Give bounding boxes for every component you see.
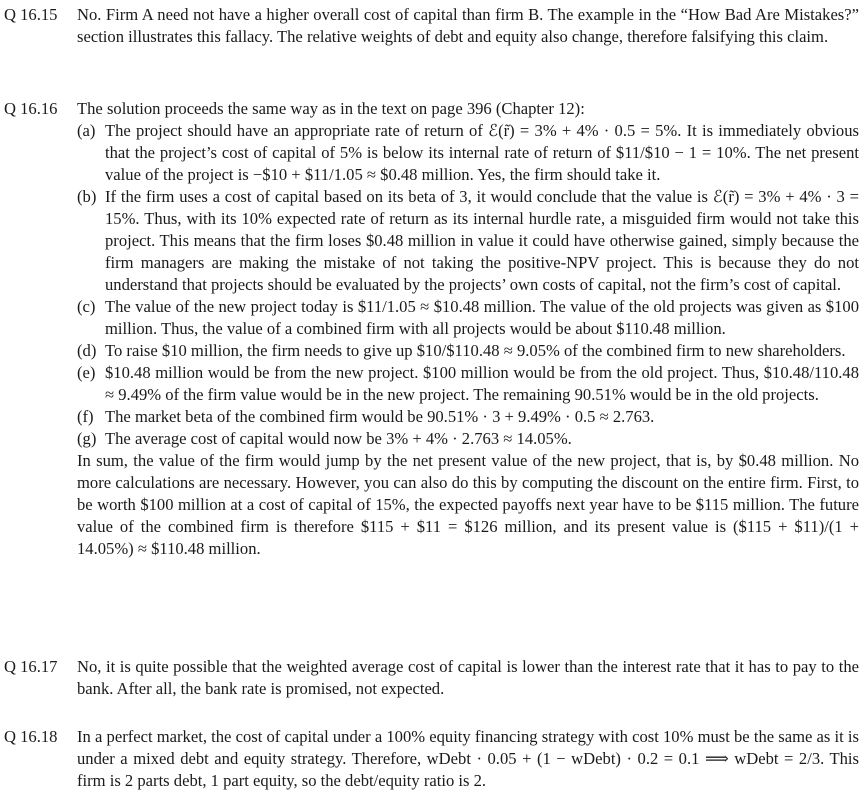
sub-answer-a <box>77 120 859 186</box>
sub-answer-label: (b) <box>77 187 97 206</box>
sub-answer-g <box>77 428 859 450</box>
answer-text: No, it is quite possible that the weighted average cost of capital is lower than the interest rate that it has to pay to the bank. After all, the bank rate is promised, not expected. <box>77 657 859 698</box>
sub-answer-text: The value of the new project today is $11/1.05 ≈ $10.48 million. The value of the old projects was given as $100 million. Thus, the value of a combined firm with all projects would be about $110.48 million. <box>105 297 859 338</box>
sub-answer-label: (a) <box>77 121 96 140</box>
answer-summary: In sum, the value of the firm would jump by the net present value of the new project, that is, by $0.48 million. No more calculations are necessary. However, you can also do this by computing the discount on the entire firm. First, to be worth $100 million at a cost of capital of 15%, the expected payoffs next year have to be $115 million. The future value of the combined firm is therefore $115 + $11 = $126 million, and its present value is ($115 + $11)/(1 + 14.05%) ≈ $110.48 million. <box>77 451 859 558</box>
sub-answer-text: The average cost of capital would now be 3% + 4% · 2.763 ≈ 14.05%. <box>105 429 572 448</box>
sub-answer-d <box>77 340 859 362</box>
question-number: Q 16.17 <box>4 657 58 676</box>
answer-intro: The solution proceeds the same way as in the text on page 396 (Chapter 12): <box>77 99 585 118</box>
sub-answer-label: (c) <box>77 297 96 316</box>
sub-answer-e <box>77 362 859 406</box>
sub-answer-f <box>77 406 859 428</box>
answer-text: No. Firm A need not have a higher overall cost of capital than firm B. The example in the “How Bad Are Mistakes?” section illustrates this fallacy. The relative weights of debt and equity also change, therefore falsifying this claim. <box>77 5 859 46</box>
sub-answer-text: If the firm uses a cost of capital based on its beta of 3, it would conclude that the value is ℰ(r̃) = 3% + 4% · 3 = 15%. Thus, with its 10% expected rate of return as its internal hurdle rate, a misguided firm would not take this project. This means that the firm loses $0.48 million in value it could have otherwise gained, simply because the firm managers are making the mistake of not taking the positive-NPV project. This is because they do not understand that projects should be evaluated by the projects’ own costs of capital, not the firm’s cost of capital. <box>105 187 859 294</box>
sub-answer-label: (f) <box>77 407 94 426</box>
sub-answer-label: (g) <box>77 429 97 448</box>
sub-answer-text: The project should have an appropriate rate of return of ℰ(r̃) = 3% + 4% · 0.5 = 5%. It is immediately obvious that the project’s cost of capital of 5% is below its internal rate of return of $11/$10 − 1 = 10%. The net present value of the project is −$10 + $11/1.05 ≈ $0.48 million. Yes, the firm should take it. <box>105 121 859 184</box>
answer-text: In a perfect market, the cost of capital under a 100% equity financing strategy with cost 10% must be the same as it is under a mixed debt and equity strategy. Therefore, wDebt · 0.05 + (1 − wDebt) · 0.2 = 0.1 ⟹ wDebt = 2/3. This firm is 2 parts debt, 1 part equity, so the debt/equity ratio is 2. <box>77 727 859 790</box>
question-number: Q 16.18 <box>4 727 58 746</box>
sub-answer-text: $10.48 million would be from the new project. $100 million would be from the old project. Thus, $10.48/110.48 ≈ 9.49% of the firm value would be in the new project. The remaining 90.51% would be in the old projects. <box>105 363 859 404</box>
sub-answer-text: The market beta of the combined firm would be 90.51% · 3 + 9.49% · 0.5 ≈ 2.763. <box>105 407 655 426</box>
sub-answer-label: (e) <box>77 363 96 382</box>
sub-answer-c <box>77 296 859 340</box>
sub-answer-label: (d) <box>77 341 97 360</box>
sub-answer-b <box>77 186 859 296</box>
question-number: Q 16.15 <box>4 5 58 24</box>
answer-body <box>77 98 859 560</box>
sub-answer-text: To raise $10 million, the firm needs to give up $10/$110.48 ≈ 9.05% of the combined firm to new shareholders. <box>105 341 846 360</box>
question-number: Q 16.16 <box>4 99 58 118</box>
